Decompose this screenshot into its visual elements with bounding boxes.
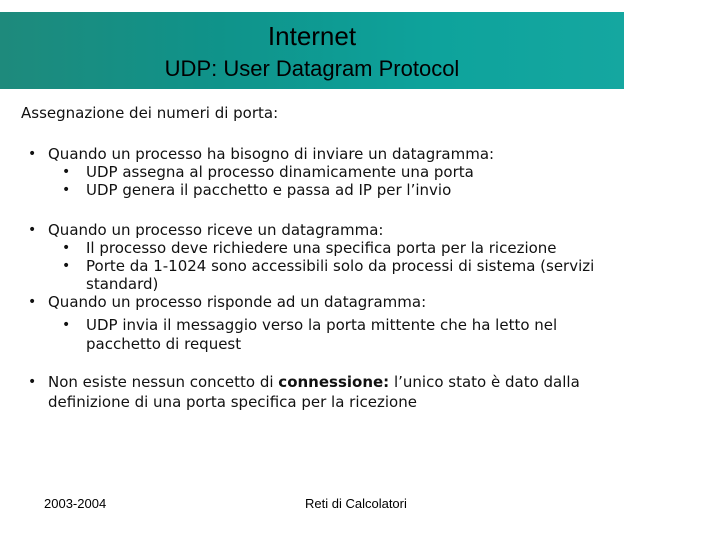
bullet-1-sub-2: UDP genera il pacchetto e passa ad IP per l’invio (86, 181, 452, 199)
footer-course: Reti di Calcolatori (305, 496, 407, 511)
bullet-marker: • (28, 146, 37, 162)
bullet-2-sub-1: Il processo deve richiedere una specifica porta per la ricezione (86, 239, 557, 257)
bullet-3-sub-1-line-2: pacchetto di request (86, 335, 242, 353)
bullet-marker: • (28, 294, 37, 310)
footer-year: 2003-2004 (44, 496, 107, 511)
bullet-4-line-2: definizione di una porta specifica per la ricezione (48, 393, 417, 411)
bullet-2-text: Quando un processo riceve un datagramma: (48, 221, 384, 239)
slide-title: Internet (267, 21, 357, 51)
sub-bullet-marker: • (62, 182, 71, 198)
sub-bullet-marker: • (62, 258, 71, 274)
bullet-marker: • (28, 374, 37, 390)
sub-bullet-marker: • (62, 240, 71, 256)
bullet-2-sub-2-line-1: Porte da 1-1024 sono accessibili solo da processi di sistema (servizi (86, 257, 595, 275)
bullet-3-text: Quando un processo risponde ad un datagramma: (48, 293, 427, 311)
sub-bullet-marker: • (62, 317, 71, 333)
bullet-4-keyword: connessione: (278, 373, 390, 391)
bullet-1-sub-1: UDP assegna al processo dinamicamente una porta (86, 163, 474, 181)
bullet-3-sub-1-line-1: UDP invia il messaggio verso la porta mittente che ha letto nel (86, 316, 558, 334)
slide-header (0, 12, 624, 89)
bullet-4-text-pre: Non esiste nessun concetto di (48, 373, 279, 391)
bullet-2-sub-2-line-2: standard) (86, 275, 159, 293)
bullet-4-text-post: l’unico stato è dato dalla (389, 373, 580, 391)
sub-bullet-marker: • (62, 164, 71, 180)
bullet-4-line-1 (48, 373, 580, 391)
intro-text: Assegnazione dei numeri di porta: (21, 104, 279, 122)
bullet-marker: • (28, 222, 37, 238)
bullet-1-text: Quando un processo ha bisogno di inviare un datagramma: (48, 145, 495, 163)
slide-subtitle: UDP: User Datagram Protocol (164, 56, 460, 81)
